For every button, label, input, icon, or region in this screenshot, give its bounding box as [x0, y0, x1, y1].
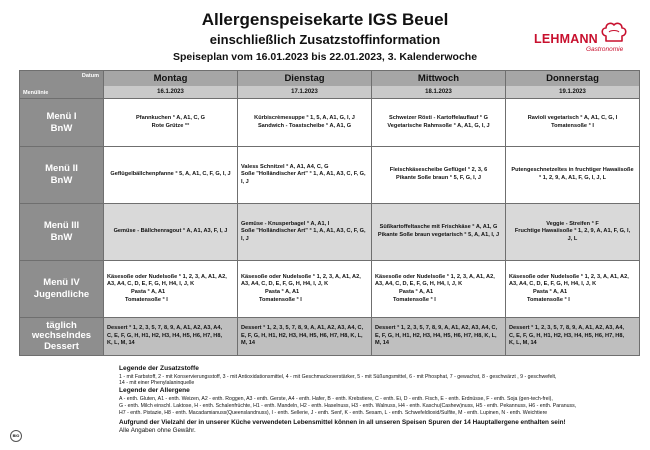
menu-item: Tomatensoße ° I [551, 122, 594, 129]
allergens-legend-title: Legende der Allergene [119, 387, 190, 395]
menu-cell [238, 99, 372, 147]
menu-item: Kürbiscrèmesuppe ° 1, 5, A, A1, G, I, J [254, 114, 355, 121]
additives-legend-text: 1 - mit Farbstoff, 2 - mit Konservierungsstoff, 3 - mit Antioxidationsmittel, 4 - mit Geschmacksverstärker, 5 - mit Süßungsmittel, 6 - mit Phosphat, 7 - gewachst, 8 - geschwärzt , 9 - geschwefelt, [119, 373, 557, 380]
row-label-line: Dessert [44, 340, 79, 352]
menu-item: Schweizer Rösti - Kartoffelauflauf ° G [389, 114, 488, 121]
menu-cell [372, 261, 506, 318]
menu-item: Fruchtige Hawaiisoße ° 1, 2, 9, A, A1, F, G, I, [514, 228, 631, 235]
day-header-monday [104, 71, 238, 99]
row-label-line: BnW [50, 122, 73, 134]
menu-item: Käsesoße oder Nudelsoße ° 1, 2, 3, A, A1, A2, [107, 273, 227, 280]
menu-item: Pfannkuchen ° A, A1, C, G [136, 114, 205, 121]
menu-item: Sandwich - Toastscheibe ° A, A1, G [257, 122, 352, 129]
page-subtitle: einschließlich Zusatzstoffinformation [209, 32, 441, 47]
menu-item: Pikante Soße braun ° 5, F, G, I, J [396, 175, 481, 181]
menu-row-1 [20, 99, 640, 147]
menu-item: Vegetarische Rahmsoße ° A, A1, G, I, J [387, 122, 490, 129]
menu-item: K, L, M, 14 [509, 340, 537, 347]
menu-item: E, F, G, H, H1, H2, H3, H4, H5, H6, H7, H8, K, L, [375, 332, 497, 339]
allergens-legend-text: H7 - enth. Pistazie, H8 - enth. Macadamianuss(Queenslandnuss), I - enth. Sellerie, J - enth. Senf, K - enth. Sesam, L - enth. Schwefeldioxid/Sulfite, M - enth. Lupinen, N - enth. Weichtiere [119, 409, 548, 416]
menu-item: Käsesoße oder Nudelsoße ° 1, 2, 3, A, A1, A2, [509, 273, 629, 280]
row-label-line: Jugendliche [33, 289, 90, 300]
menu-period: Speiseplan vom 16.01.2023 bis 22.01.2023, 3. Kalenderwoche [172, 51, 478, 63]
additives-legend-text: 14 - mit einer Phenylalaninquelle [119, 380, 195, 387]
menu-item: ° 1, 2, 9, A, A1, F, G, I, J, L [538, 175, 607, 181]
menu-item: Pasta ° A, A1 [399, 289, 434, 295]
menu-item: A3, A4, C, D, E, F, G, H, H4, I, J, K [375, 281, 463, 288]
day-name: Donnerstag [506, 71, 639, 86]
row-label-line: täglich [46, 319, 77, 331]
menu-row-4 [20, 261, 640, 318]
menu-cell [238, 318, 372, 356]
row-label-line: BnW [50, 175, 73, 186]
menu-item: M, 14 [241, 340, 255, 347]
menu-cell [104, 318, 238, 356]
day-date: 17.1.2023 [238, 86, 371, 98]
menu-cell [104, 147, 238, 204]
menu-row-2 [20, 147, 640, 204]
menu-item: Ravioli vegetarisch ° A, A1, C, G, I [527, 114, 618, 121]
menu-item: A3, A4, C, D, E, F, G, H, H4, I, J, K [107, 281, 195, 288]
menu-item: Tomatensoße ° I [527, 296, 570, 303]
menu-item: Soße "Holländischer Art" ° 1, A, A1, A3, C, F, G, I, J [241, 228, 366, 242]
menu-item: Veggie - Streifen ° F [546, 220, 599, 227]
menu-item: Gemüse - Knusperbagel ° A, A1, I [241, 220, 330, 227]
disclaimer-note: Alle Angaben ohne Gewähr. [119, 426, 196, 434]
menu-row-3 [20, 204, 640, 261]
menu-item: Rote Grütze °° [151, 122, 190, 129]
table-corner [20, 71, 104, 99]
menu-item: Dessert ° 1, 2, 3, 5, 7, 8, 9, A, A1, A2, A3, A4, C, [375, 325, 498, 332]
row-label-line: Menü III [43, 220, 80, 231]
row-label-line: BnW [50, 232, 73, 243]
menu-item: Tomatensoße ° I [393, 296, 436, 303]
menu-item: Tomatensoße ° I [125, 296, 168, 303]
additives-legend-title: Legende der Zusatzstoffe [119, 365, 199, 372]
logo-wordmark: LEHMANN [534, 32, 598, 46]
row-label-menu-1 [20, 99, 104, 147]
menu-item: E, F, G, H, H1, H2, H3, H4, H5, H6, H7, H8, K, L, [241, 332, 363, 339]
corner-line-label: Menülinie [23, 90, 49, 96]
menu-cell [506, 318, 640, 356]
menu-cell [372, 318, 506, 356]
corner-date-label: Datum [81, 73, 99, 79]
allergens-legend-text: G - enth. Milch einschl. Laktose, H - enth. Schalenfrüchte, H1 - enth. Mandeln, H2 - enth. Haselnuss, H3 - enth. Walnuss, H4 - enth. Kaschu(Cashew)nuss, H5 - enth. Pekannuss, H6 - enth. Paranuss, [119, 402, 577, 409]
day-header-tuesday [238, 71, 372, 99]
allergens-legend-text: A - enth. Gluten, A1 - enth. Weizen, A2 - enth. Roggen, A3 - enth. Gerste, A4 - enth. Hafer, B - enth. Krebstiere, C - enth. Ei, D - enth. Fisch, E - enth. Erdnüsse, F - enth. Soja (gen-tech-frei), [119, 395, 553, 402]
menu-cell [372, 204, 506, 261]
menu-item: Gemüse - Bällchenragout ° A, A1, A3, F, I, J [113, 228, 228, 235]
lehmann-logo [534, 20, 634, 60]
day-date: 18.1.2023 [372, 86, 505, 98]
menu-item: Pasta ° A, A1 [131, 289, 166, 295]
menu-item: Käsesoße oder Nudelsoße ° 1, 2, 3, A, A1, A2, [375, 273, 495, 280]
row-label-line: Menü I [46, 110, 77, 122]
allergen-menu-table [19, 70, 640, 356]
day-name: Dienstag [238, 71, 371, 86]
day-name: Montag [104, 71, 237, 86]
legend-section [119, 365, 639, 435]
menu-item: Tomatensoße ° I [259, 296, 302, 303]
day-header-wednesday [372, 71, 506, 99]
menu-cell [506, 204, 640, 261]
menu-item: Dessert ° 1, 2, 3, 5, 7, 8, 9, A, A1, A2, A3, A4, C, [241, 325, 364, 332]
menu-item: Valess Schnitzel ° A, A1, A4, C, G [241, 163, 329, 170]
menu-item: M, 14 [375, 340, 389, 347]
row-label-line: wechselndes [31, 330, 92, 342]
row-label-menu-4 [20, 261, 104, 318]
menu-cell [104, 204, 238, 261]
table-header-row [20, 71, 640, 99]
menu-cell [104, 99, 238, 147]
menu-item: Soße "Holländischer Art" ° 1, A, A1, A3, C, F, G, I, J [241, 171, 366, 185]
row-label-line: Menü II [45, 163, 78, 174]
menu-item: Käsesoße oder Nudelsoße ° 1, 2, 3, A, A1, A2, [241, 273, 361, 280]
menu-cell [372, 147, 506, 204]
bio-seal-icon: BIO [10, 430, 22, 442]
menu-cell [104, 261, 238, 318]
menu-item: Putengeschnetzeltes in fruchtiger Hawaiisoße [511, 167, 634, 174]
menu-item: Pasta ° A, A1 [265, 289, 300, 295]
row-label-menu-3 [20, 204, 104, 261]
day-name: Mittwoch [372, 71, 505, 86]
menu-cell [238, 204, 372, 261]
menu-item: C, E, F, G, H, H1, H2, H3, H4, H5, H6, H7, H8, [509, 332, 625, 339]
menu-cell [238, 147, 372, 204]
menu-item: Dessert ° 1, 2, 3, 5, 7, 8, 9, A, A1, A2, A3, A4, [107, 325, 222, 332]
menu-cell [506, 147, 640, 204]
day-header-thursday [506, 71, 640, 99]
menu-item: Geflügelbällchenpfanne ° 5, A, A1, C, F, G, I, J [110, 171, 231, 178]
menu-row-dessert [20, 318, 640, 356]
day-date: 19.1.2023 [506, 86, 639, 98]
menu-cell [238, 261, 372, 318]
menu-item: K, L, M, 14 [107, 340, 135, 347]
menu-item: Pikante Soße braun vegetarisch ° 5, A, A1, I, J [377, 232, 500, 238]
menu-item: J, L [567, 235, 578, 242]
menu-cell [506, 261, 640, 318]
menu-item: A3, A4, C, D, E, F, G, H, H4, I, J, K [241, 281, 329, 288]
menu-cell [506, 99, 640, 147]
menu-item: Süßkartoffeltasche mit Frischkäse ° A, A1, G [379, 224, 498, 231]
menu-item: A3, A4, C, D, E, F, G, H, H4, I, J, K [509, 281, 597, 288]
chef-hat-icon [600, 20, 628, 44]
allergen-trace-warning: Aufgrund der Vielzahl der in unserer Küche verwendeten Lebensmittel können in all unseren Speisen Spuren der 14 Hauptallergene enthalten sein! [119, 418, 566, 426]
row-label-menu-2 [20, 147, 104, 204]
menu-item: Dessert ° 1, 2, 3, 5, 7, 8, 9, A, A1, A2, A3, A4, [509, 325, 624, 332]
menu-item: Pasta ° A, A1 [533, 289, 568, 295]
menu-item: C, E, F, G, H, H1, H2, H3, H4, H5, H6, H7, H8, [107, 332, 223, 339]
row-label-dessert [20, 318, 104, 356]
menu-item: Fleischkäsescheibe Geflügel ° 2, 3, 6 [389, 167, 488, 174]
row-label-line: Menü IV [43, 277, 80, 288]
menu-cell [372, 99, 506, 147]
day-date: 16.1.2023 [104, 86, 237, 98]
page-title: Allergenspeisekarte IGS Beuel [201, 10, 449, 29]
logo-tagline: Gastronomie [586, 46, 624, 53]
